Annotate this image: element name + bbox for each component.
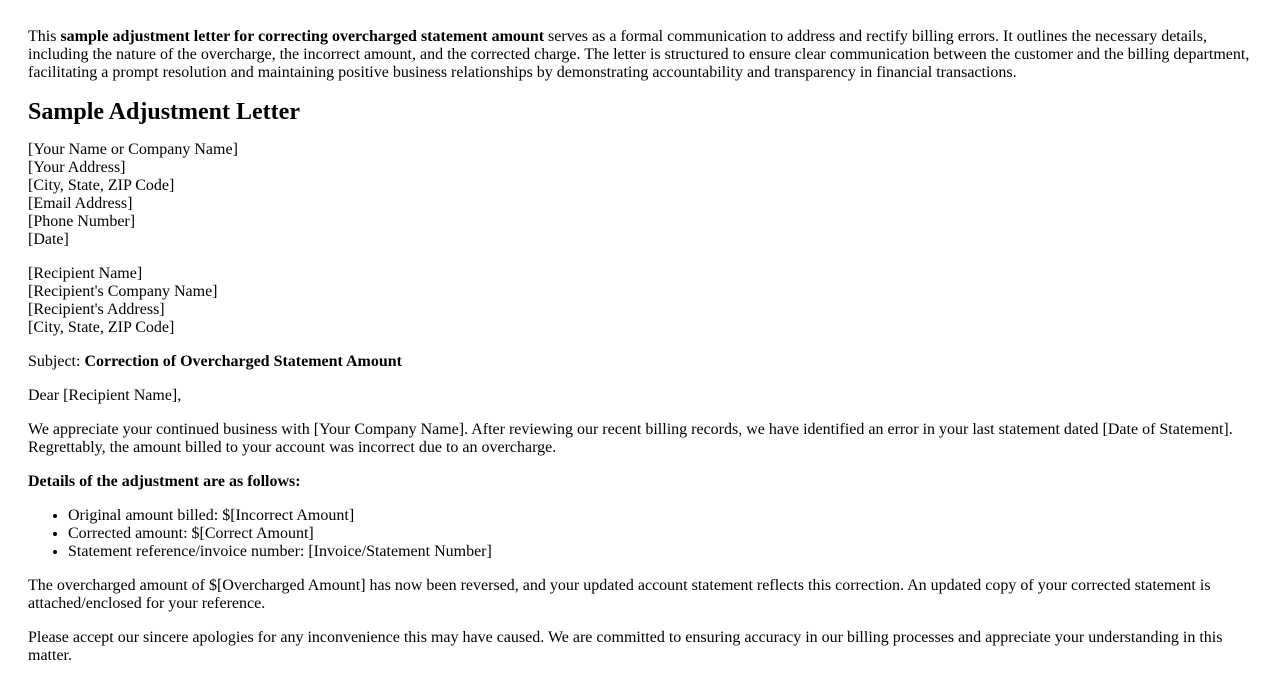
document-body [28,28,1258,681]
salutation: Dear [Recipient Name], [28,387,182,404]
details-list [28,507,1258,561]
page-title: Sample Adjustment Letter [28,99,300,125]
list-item: • Original amount billed: $[Incorrect Amount] [68,507,1258,525]
body-paragraph-1: We appreciate your continued business with [Your Company Name]. After reviewing our recent billing records, we have identified an error in your last statement dated [Date of Statement]. Regrettably, the amount billed to your account was incorrect due to an overcharge. [28,421,1233,456]
intro-suffix: serves as a formal communication to address and rectify billing errors. It outlines the necessary details, including the nature of the overcharge, the incorrect amount, and the corrected charge. The letter is structured to ensure clear communication between the customer and the billing department, facilitating a prompt resolution and maintaining positive business relationships by demonstrating accountability and transparency in financial transactions. [28,28,1250,81]
list-item: • Corrected amount: $[Correct Amount] [68,525,1258,543]
sender-date: [Date] [28,231,69,248]
sender-email: [Email Address] [28,195,133,212]
sender-address: [Your Address] [28,159,126,176]
intro-prefix: This [28,28,61,45]
intro-bold-term: sample adjustment letter for correcting overcharged statement amount [60,28,545,45]
details-heading-text: Details of the adjustment are as follows: [28,473,301,490]
body-paragraph-3: Please accept our sincere apologies for any inconvenience this may have caused. We are committed to ensuring accuracy in our billing processes and appreciate your understanding in this matter. [28,629,1223,664]
recipient-block [28,265,1258,337]
recipient-address: [Recipient's Address] [28,301,165,318]
recipient-city: [City, State, ZIP Code] [28,319,175,336]
sender-block [28,141,1258,249]
sender-city: [City, State, ZIP Code] [28,177,175,194]
subject-line [28,353,1258,371]
recipient-company: [Recipient's Company Name] [28,283,218,300]
sender-name: [Your Name or Company Name] [28,141,238,158]
subject-label: Subject: [28,353,85,370]
body-paragraph-2: The overcharged amount of $[Overcharged Amount] has now been reversed, and your updated account statement reflects this correction. An updated copy of your corrected statement is attached/enclosed for your reference. [28,577,1211,612]
intro-paragraph [28,28,1258,82]
details-heading [28,473,1258,491]
list-item: • Statement reference/invoice number: [Invoice/Statement Number] [68,543,1258,561]
subject-text: Correction of Overcharged Statement Amount [84,353,403,370]
sender-phone: [Phone Number] [28,213,136,230]
recipient-name: [Recipient Name] [28,265,143,282]
